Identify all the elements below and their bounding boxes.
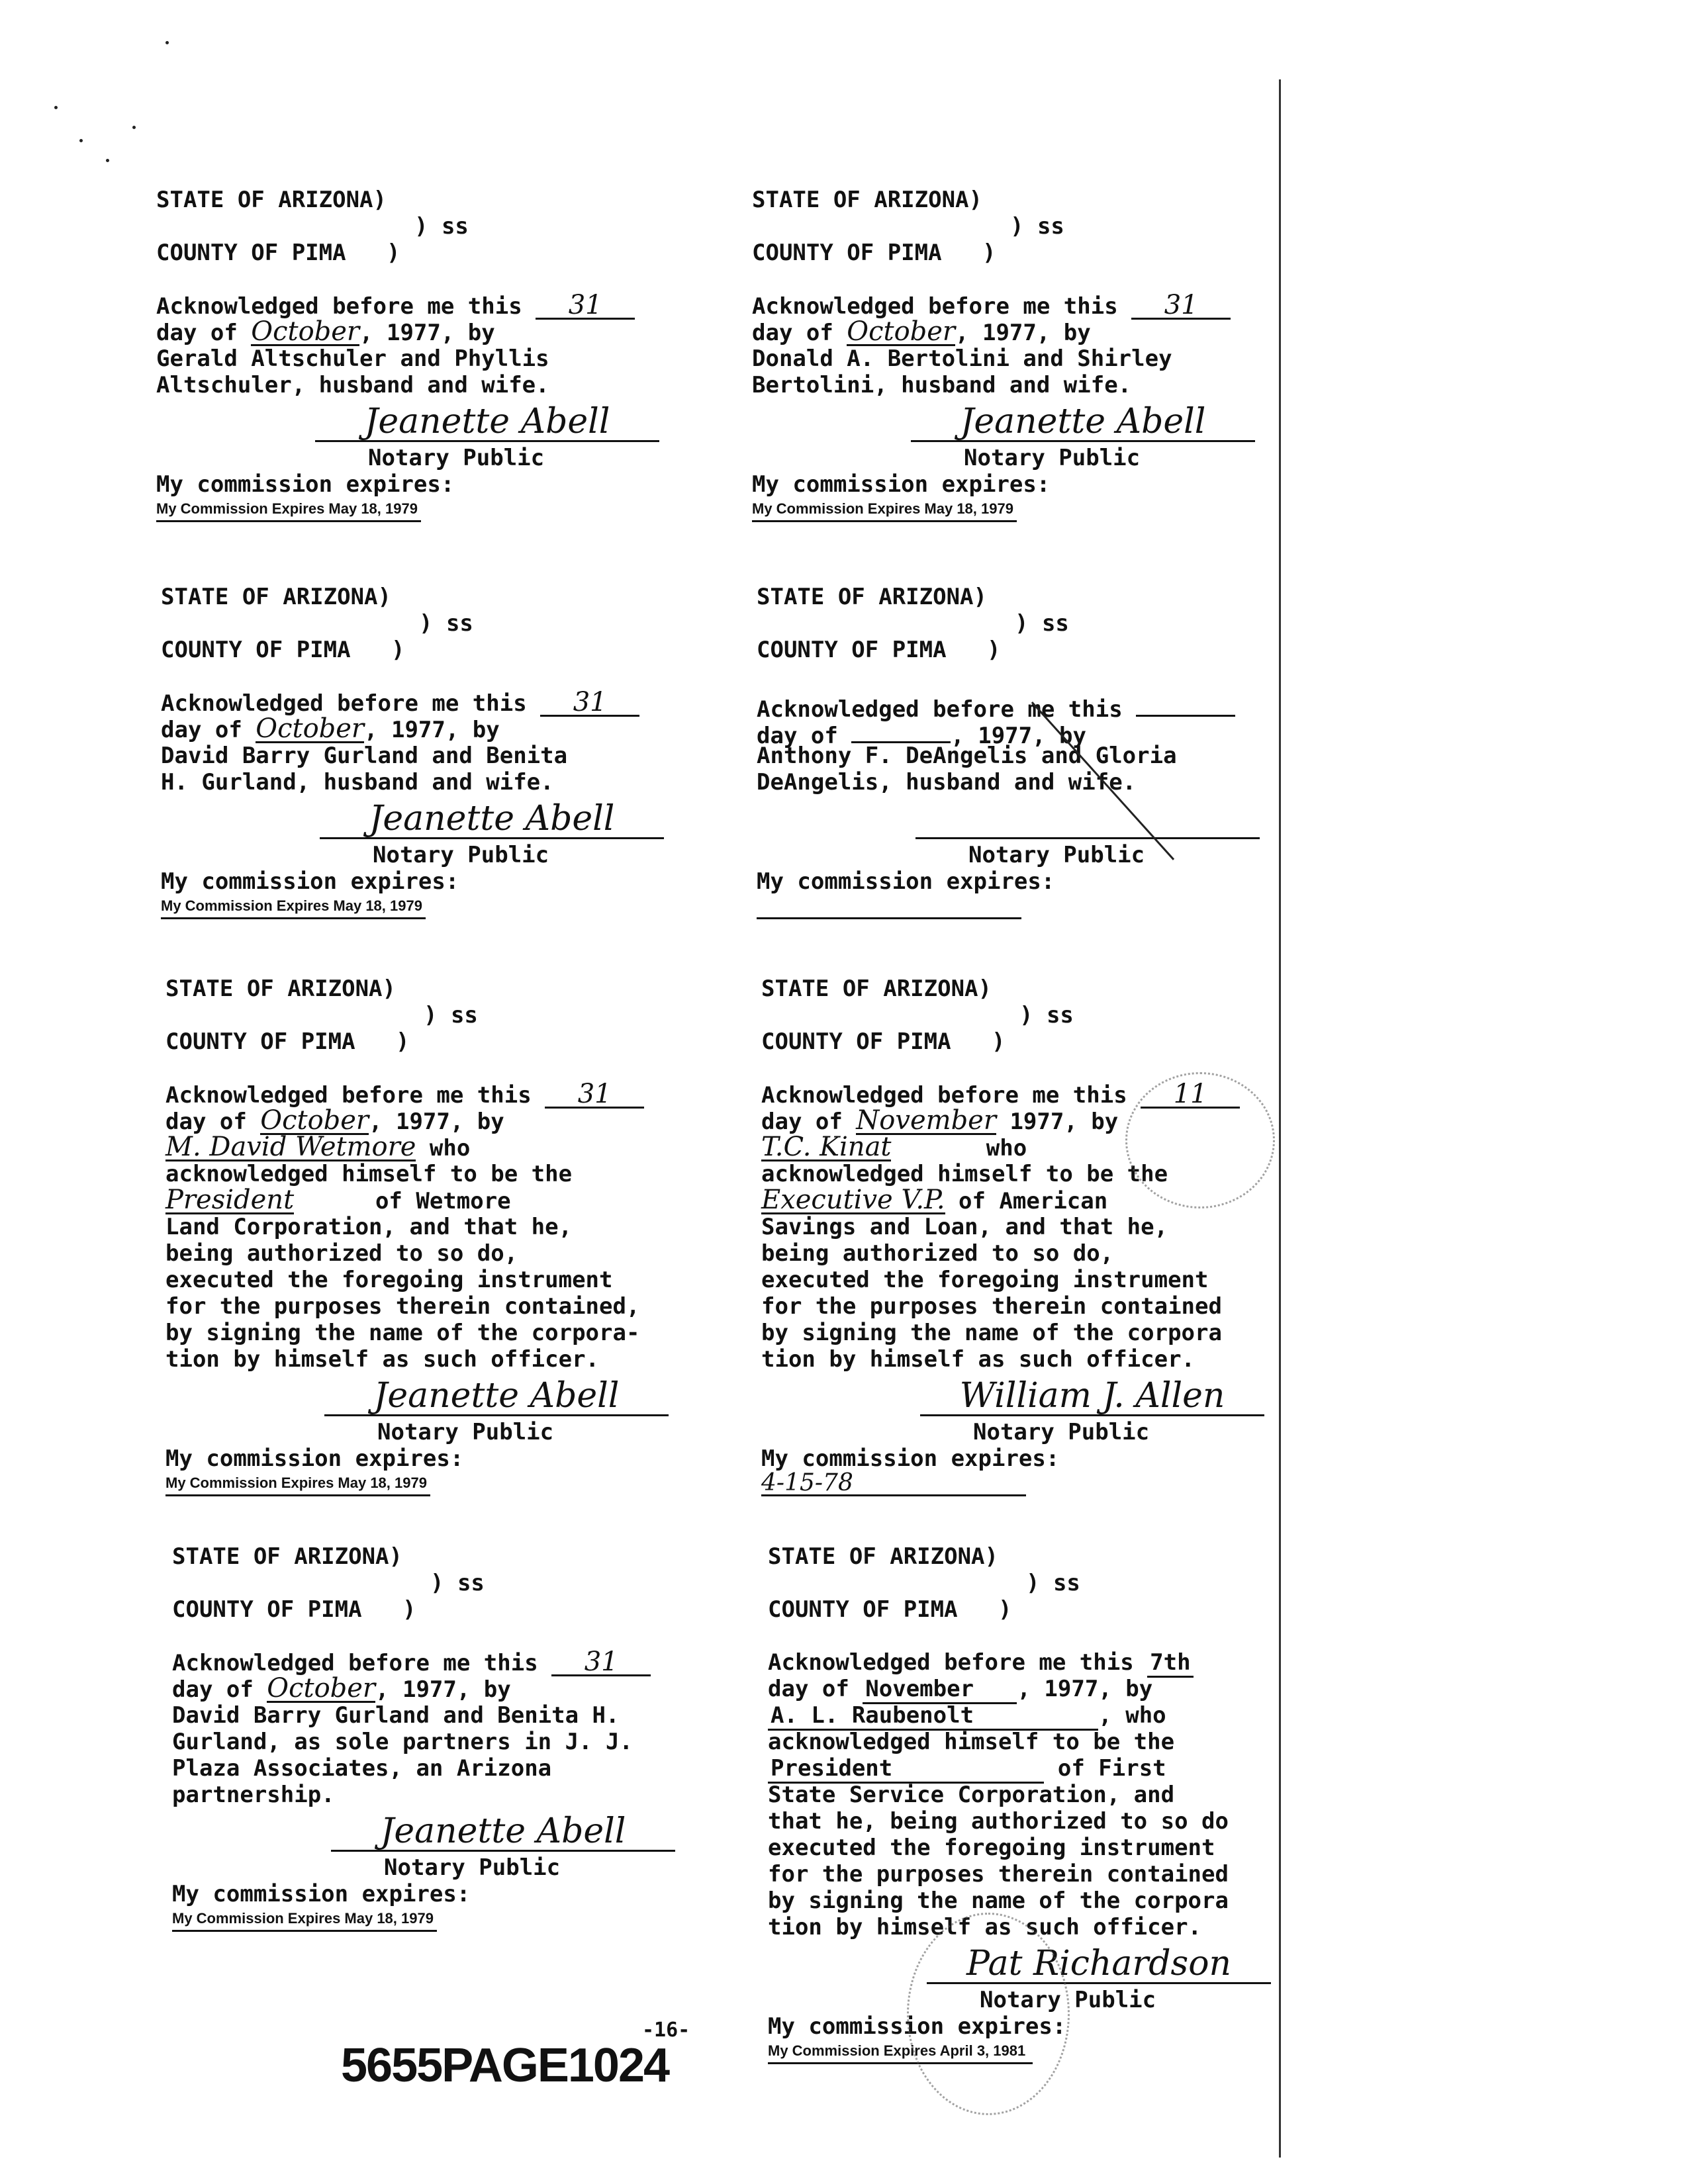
line-text: , 1977, by [359, 320, 495, 346]
line-text: David Barry Gurland and Benita H. [172, 1702, 620, 1729]
handwritten-entry: October [256, 713, 365, 744]
handwritten-entry: 31 [540, 690, 639, 717]
acknowledgment-line [165, 1240, 735, 1267]
line-text: Acknowledged before me this [752, 293, 1132, 320]
line-text: acknowledged himself to be the [761, 1161, 1168, 1187]
notary-public-label: Notary Public [980, 1987, 1156, 2013]
spacer [172, 1623, 741, 1649]
line-text: that he, being authorized to so do [768, 1808, 1229, 1835]
commission-label: My commission expires: [752, 471, 1051, 498]
acknowledgment-line [768, 1914, 1337, 1940]
state-heading: STATE OF ARIZONA) [757, 584, 987, 610]
spacer [165, 1055, 735, 1081]
line-text: David Barry Gurland and Benita [161, 743, 568, 769]
commission-label: My commission expires: [161, 868, 459, 895]
handwritten-entry: M. David Wetmore [165, 1132, 416, 1162]
acknowledgment-line [165, 1105, 735, 1136]
acknowledgment-block [761, 976, 1331, 1496]
acknowledgment-line [757, 716, 1326, 749]
line-text: , 1977, by [951, 723, 1086, 749]
signature-line [165, 1373, 735, 1419]
acknowledgment-block [161, 584, 730, 919]
state-heading: STATE OF ARIZONA) [156, 187, 387, 213]
line-text: , 1977, by [1017, 1676, 1153, 1702]
acknowledgment-line [161, 769, 730, 796]
acknowledgment-line [165, 1267, 735, 1293]
acknowledgment-line [165, 1320, 735, 1346]
line-text: for the purposes therein contained, [165, 1293, 640, 1320]
commission-expiry-stamp: My Commission Expires April 3, 1981 [768, 2040, 1033, 2064]
handwritten-entry: October [267, 1673, 376, 1704]
acknowledgment-block [172, 1543, 741, 1932]
notary-seal [1125, 1072, 1275, 1208]
line-text: Gurland, as sole partners in J. J. [172, 1729, 633, 1755]
commission-expiry-stamp [757, 895, 1021, 919]
line-text: Acknowledged before me this [768, 1649, 1148, 1676]
line-text: Acknowledged before me this [172, 1650, 552, 1676]
line-text: executed the foregoing instrument [761, 1267, 1209, 1293]
acknowledgment-line [165, 1161, 735, 1187]
acknowledgment-line [768, 1808, 1337, 1835]
line-text: Anthony F. DeAngelis and Gloria [757, 743, 1177, 769]
signature-line [172, 1808, 741, 1854]
line-text: by signing the name of the corpora [761, 1320, 1222, 1346]
line-text: by signing the name of the corpora [768, 1888, 1229, 1914]
commission-expiry-stamp: My Commission Expires May 18, 1979 [165, 1472, 430, 1496]
line-text: 1977, by [996, 1109, 1119, 1135]
handwritten-entry: President [165, 1185, 295, 1215]
spacer [757, 663, 1326, 690]
county-heading: COUNTY OF PIMA ) [761, 1028, 1006, 1055]
acknowledgment-line [768, 1702, 1337, 1729]
state-heading: STATE OF ARIZONA) [768, 1543, 998, 1570]
line-text: of American [945, 1188, 1108, 1214]
signature-line [757, 796, 1326, 842]
line-text: Plaza Associates, an Arizona [172, 1755, 552, 1782]
notary-public-label: Notary Public [968, 842, 1145, 868]
line-text: DeAngelis, husband and wife. [757, 769, 1137, 796]
acknowledgment-line [172, 1673, 741, 1704]
notary-public-label: Notary Public [973, 1419, 1150, 1445]
line-text: Land Corporation, and that he, [165, 1214, 573, 1240]
signature-line [161, 796, 730, 842]
line-text: executed the foregoing instrument [768, 1835, 1215, 1861]
acknowledgment-block [757, 584, 1326, 919]
commission-expiry-stamp: My Commission Expires May 18, 1979 [161, 895, 426, 919]
line-text: day of [156, 320, 252, 346]
county-heading: COUNTY OF PIMA ) [768, 1596, 1012, 1623]
line-text: by signing the name of the corpora- [165, 1320, 640, 1346]
ss-marker: ) ss [1015, 610, 1069, 637]
ss-marker: ) ss [1026, 1570, 1080, 1596]
notary-signature [915, 837, 1260, 839]
typed-entry: A. L. Raubenolt [768, 1702, 1098, 1731]
line-text: day of [757, 723, 852, 749]
line-text: day of [752, 320, 847, 346]
commission-label: My commission expires: [165, 1445, 464, 1472]
line-text: , 1977, by [364, 717, 500, 743]
acknowledgment-line [161, 713, 730, 744]
line-text: Acknowledged before me this [156, 293, 536, 320]
acknowledgment-line [768, 1676, 1337, 1702]
acknowledgment-line [752, 345, 1321, 372]
notary-seal [907, 1913, 1070, 2115]
notary-signature: Jeanette Abell [320, 800, 664, 839]
line-text: State Service Corporation, and [768, 1782, 1175, 1808]
commission-label: My commission expires: [761, 1445, 1060, 1472]
state-heading: STATE OF ARIZONA) [172, 1543, 402, 1570]
line-text: day of [761, 1109, 857, 1135]
handwritten-entry: T.C. Kinat [761, 1132, 892, 1162]
line-text: acknowledged himself to be the [768, 1729, 1175, 1755]
line-text: Acknowledged before me this [161, 690, 541, 717]
scan-speck [106, 159, 109, 162]
spacer [161, 663, 730, 690]
acknowledgment-line [165, 1187, 735, 1214]
line-text: being authorized to so do, [761, 1240, 1114, 1267]
commission-expiry-stamp: My Commission Expires May 18, 1979 [156, 498, 421, 522]
handwritten-entry: 31 [551, 1649, 651, 1676]
signature-line [752, 398, 1321, 445]
notary-signature: William J. Allen [920, 1377, 1264, 1416]
line-text: acknowledged himself to be the [165, 1161, 573, 1187]
line-text: being authorized to so do, [165, 1240, 518, 1267]
acknowledgment-line [761, 1240, 1331, 1267]
line-text: who [891, 1135, 1027, 1161]
acknowledgment-line [156, 290, 726, 320]
acknowledgment-line [161, 687, 730, 717]
state-heading: STATE OF ARIZONA) [165, 976, 396, 1002]
acknowledgment-line [761, 1293, 1331, 1320]
scan-speck [132, 126, 136, 129]
acknowledgment-line [757, 769, 1326, 796]
acknowledgment-line [768, 1835, 1337, 1861]
acknowledgment-line [768, 1782, 1337, 1808]
commission-expiry-stamp: My Commission Expires May 18, 1979 [172, 1907, 437, 1932]
page-number: -16- [642, 2019, 690, 2042]
state-heading: STATE OF ARIZONA) [752, 187, 982, 213]
line-text: Bertolini, husband and wife. [752, 372, 1132, 398]
county-heading: COUNTY OF PIMA ) [156, 240, 400, 266]
commission-expiry-stamp: My Commission Expires May 18, 1979 [752, 498, 1017, 522]
notary-public-label: Notary Public [964, 445, 1141, 471]
commission-label: My commission expires: [768, 2013, 1066, 2040]
acknowledgment-line [761, 1320, 1331, 1346]
acknowledgment-line [752, 290, 1321, 320]
notary-public-label: Notary Public [373, 842, 549, 868]
acknowledgment-line [156, 345, 726, 372]
signature-line [156, 398, 726, 445]
acknowledgment-line [165, 1134, 735, 1161]
line-text: Savings and Loan, and that he, [761, 1214, 1168, 1240]
line-text: of First [1044, 1755, 1166, 1782]
county-heading: COUNTY OF PIMA ) [757, 637, 1001, 663]
acknowledgment-line [768, 1888, 1337, 1914]
acknowledgment-line [761, 1267, 1331, 1293]
acknowledgment-line [752, 316, 1321, 347]
acknowledgment-line [761, 1214, 1331, 1240]
acknowledgment-line [768, 1861, 1337, 1888]
handwritten-entry: October [847, 316, 956, 347]
handwritten-entry [1136, 690, 1235, 717]
line-text: , 1977, by [955, 320, 1091, 346]
notary-signature: Pat Richardson [927, 1945, 1271, 1984]
acknowledgment-line [761, 1346, 1331, 1373]
acknowledgment-line [156, 372, 726, 398]
acknowledgment-line [156, 316, 726, 347]
state-heading: STATE OF ARIZONA) [161, 584, 391, 610]
line-text: for the purposes therein contained [768, 1861, 1229, 1888]
notary-signature: Jeanette Abell [324, 1377, 669, 1416]
notary-signature: Jeanette Abell [315, 403, 659, 442]
line-text: Acknowledged before me this [757, 696, 1137, 723]
line-text: Gerald Altschuler and Phyllis [156, 345, 549, 372]
line-text: for the purposes therein contained [761, 1293, 1222, 1320]
ss-marker: ) ss [424, 1002, 478, 1028]
ss-marker: ) ss [1019, 1002, 1074, 1028]
acknowledgment-line [172, 1702, 741, 1729]
notary-public-label: Notary Public [377, 1419, 554, 1445]
acknowledgment-line [752, 372, 1321, 398]
book-page-stamp: 5655PAGE1024 [341, 2039, 669, 2092]
line-text: Acknowledged before me this [761, 1082, 1141, 1109]
line-text: Acknowledged before me this [165, 1082, 545, 1109]
notary-public-label: Notary Public [384, 1854, 561, 1881]
line-text: tion by himself as such officer. [768, 1914, 1202, 1940]
line-text: , 1977, by [369, 1109, 504, 1135]
spacer [156, 266, 726, 293]
notary-public-label: Notary Public [368, 445, 545, 471]
commission-label: My commission expires: [757, 868, 1055, 895]
handwritten-entry: November [856, 1105, 996, 1136]
ss-marker: ) ss [1010, 213, 1064, 240]
county-heading: COUNTY OF PIMA ) [172, 1596, 416, 1623]
spacer [761, 1055, 1331, 1081]
scan-speck [165, 41, 169, 44]
handwritten-entry [851, 716, 951, 743]
ss-marker: ) ss [419, 610, 473, 637]
acknowledgment-line [165, 1346, 735, 1373]
typed-entry: 7th [1147, 1649, 1193, 1678]
notary-signature: Jeanette Abell [911, 403, 1255, 442]
handwritten-entry: 31 [1131, 293, 1231, 320]
handwritten-entry: Executive V.P. [761, 1185, 945, 1215]
line-text: Donald A. Bertolini and Shirley [752, 345, 1172, 372]
acknowledgment-line [161, 743, 730, 769]
typed-entry: President [768, 1755, 1044, 1784]
scan-speck [79, 139, 83, 142]
handwritten-entry: 31 [536, 293, 635, 320]
handwritten-entry: October [260, 1105, 369, 1136]
line-text: partnership. [172, 1782, 335, 1808]
line-text: day of [768, 1676, 863, 1702]
acknowledgment-line [165, 1293, 735, 1320]
acknowledgment-block [165, 976, 735, 1496]
acknowledgment-line [172, 1782, 741, 1808]
acknowledgment-line [172, 1729, 741, 1755]
spacer [752, 266, 1321, 293]
line-text: tion by himself as such officer. [165, 1346, 600, 1373]
line-text: executed the foregoing instrument [165, 1267, 613, 1293]
acknowledgment-line [172, 1755, 741, 1782]
signature-line [761, 1373, 1331, 1419]
acknowledgment-line [165, 1214, 735, 1240]
acknowledgment-block [156, 187, 726, 522]
line-text: , 1977, by [375, 1676, 511, 1703]
handwritten-entry: 11 [1141, 1081, 1240, 1109]
acknowledgment-line [757, 743, 1326, 769]
line-text: day of [161, 717, 256, 743]
line-text: Altschuler, husband and wife. [156, 372, 549, 398]
acknowledgment-line [768, 1755, 1337, 1782]
line-text: who [416, 1135, 471, 1161]
line-text: day of [172, 1676, 267, 1703]
line-text: H. Gurland, husband and wife. [161, 769, 554, 796]
acknowledgment-line [165, 1081, 735, 1108]
line-text: , who [1098, 1702, 1166, 1729]
acknowledgment-block [752, 187, 1321, 522]
handwritten-entry: October [251, 316, 360, 347]
acknowledgment-line [172, 1649, 741, 1676]
ss-marker: ) ss [414, 213, 469, 240]
typed-entry: November [863, 1676, 1017, 1704]
handwritten-entry: 31 [545, 1081, 644, 1109]
county-heading: COUNTY OF PIMA ) [752, 240, 996, 266]
commission-label: My commission expires: [156, 471, 455, 498]
commission-label: My commission expires: [172, 1881, 471, 1907]
county-heading: COUNTY OF PIMA ) [165, 1028, 410, 1055]
acknowledgment-line [768, 1729, 1337, 1755]
line-text: day of [165, 1109, 261, 1135]
state-heading: STATE OF ARIZONA) [761, 976, 992, 1002]
acknowledgment-line [768, 1649, 1337, 1676]
county-heading: COUNTY OF PIMA ) [161, 637, 405, 663]
spacer [768, 1623, 1337, 1649]
line-text: of Wetmore [294, 1188, 511, 1214]
notary-signature: Jeanette Abell [331, 1813, 675, 1852]
line-text: tion by himself as such officer. [761, 1346, 1196, 1373]
ss-marker: ) ss [430, 1570, 485, 1596]
scan-speck [54, 106, 58, 109]
commission-expiry-stamp: 4-15-78 [761, 1472, 1026, 1496]
